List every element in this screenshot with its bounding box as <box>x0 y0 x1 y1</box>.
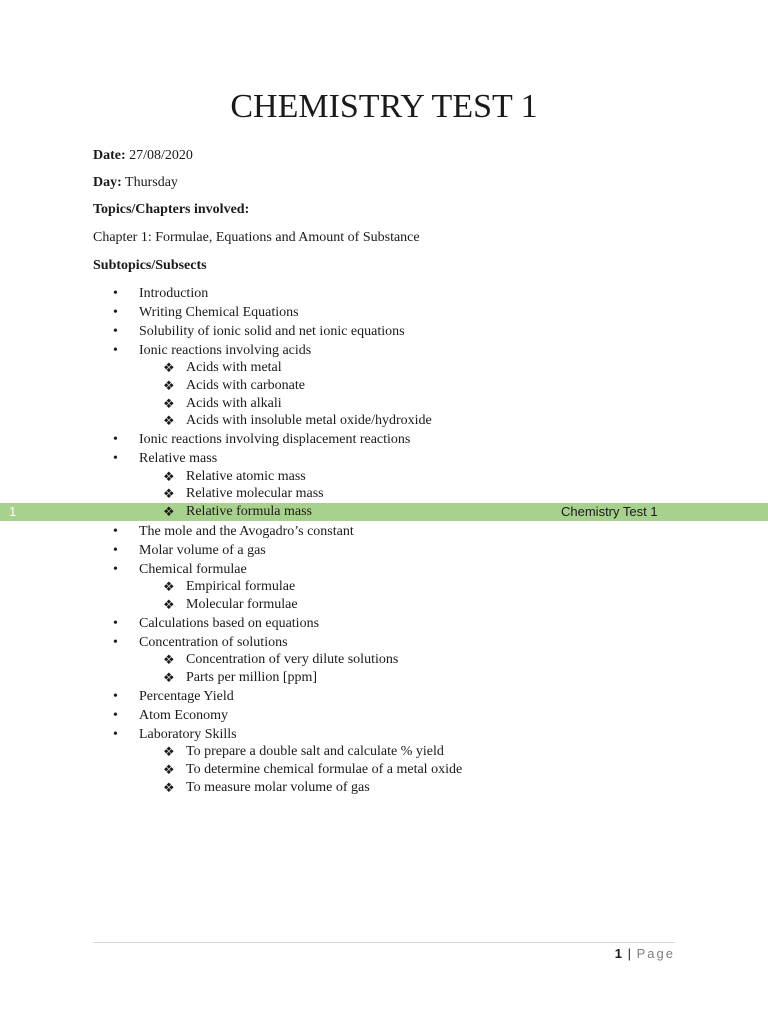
sub-list-item: ❖ Relative formula mass <box>163 504 312 519</box>
list-item: • The mole and the Avogadro’s constant <box>113 524 354 539</box>
diamond-bullet-icon: ❖ <box>163 413 175 428</box>
bullet-icon: • <box>113 562 118 577</box>
list-item: • Laboratory Skills <box>113 727 237 742</box>
list-item: • Ionic reactions involving displacement reactions <box>113 432 411 447</box>
list-item: • Concentration of solutions <box>113 635 288 650</box>
sub-list-item: ❖ To determine chemical formulae of a metal oxide <box>163 762 463 777</box>
footer-page-number: 1 <box>614 946 622 961</box>
bullet-icon: • <box>113 689 118 704</box>
band-page-number: 1 <box>9 504 17 519</box>
bullet-icon: • <box>113 727 118 742</box>
list-item: • Ionic reactions involving acids <box>113 343 312 358</box>
date-value: 27/08/2020 <box>129 148 193 163</box>
sub-list-item: ❖ Relative atomic mass <box>163 469 306 484</box>
bullet-icon: • <box>113 524 118 539</box>
date-line <box>93 147 193 165</box>
sub-list-item: ❖ Acids with metal <box>163 360 282 375</box>
document-title: CHEMISTRY TEST 1 <box>230 88 538 125</box>
date-label: Date: <box>93 148 126 163</box>
sub-list-item: ❖ Empirical formulae <box>163 579 296 594</box>
sub-list-item: ❖ To prepare a double salt and calculate % yield <box>163 744 444 759</box>
page-footer <box>615 946 675 962</box>
diamond-bullet-icon: ❖ <box>163 486 175 501</box>
bullet-icon: • <box>113 305 118 320</box>
diamond-bullet-icon: ❖ <box>163 597 175 612</box>
diamond-bullet-icon: ❖ <box>163 670 175 685</box>
diamond-bullet-icon: ❖ <box>163 579 175 594</box>
diamond-bullet-icon: ❖ <box>163 504 175 519</box>
sub-list-item: ❖ Parts per million [ppm] <box>163 670 318 685</box>
day-value: Thursday <box>125 175 178 190</box>
bullet-icon: • <box>113 286 118 301</box>
day-label: Day: <box>93 175 122 190</box>
bullet-icon: • <box>113 635 118 650</box>
bullet-icon: • <box>113 432 118 447</box>
sub-list-item: ❖ To measure molar volume of gas <box>163 780 370 795</box>
chapter-line: Chapter 1: Formulae, Equations and Amount of Substance <box>93 230 420 245</box>
list-item: • Introduction <box>113 286 209 301</box>
list-item: • Percentage Yield <box>113 689 234 704</box>
list-item: • Writing Chemical Equations <box>113 305 299 320</box>
bullet-icon: • <box>113 708 118 723</box>
footer-divider <box>93 942 675 943</box>
band-document-title: Chemistry Test 1 <box>561 504 658 519</box>
day-line <box>93 174 178 192</box>
sub-list-item: ❖ Molecular formulae <box>163 597 298 612</box>
list-item: • Molar volume of a gas <box>113 543 266 558</box>
bullet-icon: • <box>113 343 118 358</box>
diamond-bullet-icon: ❖ <box>163 396 175 411</box>
subtopics-heading: Subtopics/Subsects <box>93 258 207 273</box>
bullet-icon: • <box>113 451 118 466</box>
bullet-icon: • <box>113 543 118 558</box>
footer-separator: | <box>627 946 631 961</box>
list-item: • Atom Economy <box>113 708 229 723</box>
list-item: • Relative mass <box>113 451 218 466</box>
diamond-bullet-icon: ❖ <box>163 744 175 759</box>
bullet-icon: • <box>113 616 118 631</box>
topics-heading: Topics/Chapters involved: <box>93 202 250 217</box>
bullet-icon: • <box>113 324 118 339</box>
diamond-bullet-icon: ❖ <box>163 469 175 484</box>
footer-page-label: Page <box>636 946 675 961</box>
diamond-bullet-icon: ❖ <box>163 762 175 777</box>
list-item: • Solubility of ionic solid and net ionic equations <box>113 324 405 339</box>
sub-list-item: ❖ Acids with alkali <box>163 396 282 411</box>
diamond-bullet-icon: ❖ <box>163 652 175 667</box>
diamond-bullet-icon: ❖ <box>163 780 175 795</box>
sub-list-item: ❖ Acids with carbonate <box>163 378 305 393</box>
sub-list-item: ❖ Concentration of very dilute solutions <box>163 652 399 667</box>
list-item: • Chemical formulae <box>113 562 247 577</box>
diamond-bullet-icon: ❖ <box>163 378 175 393</box>
list-item: • Calculations based on equations <box>113 616 320 631</box>
sub-list-item: ❖ Relative molecular mass <box>163 486 324 501</box>
diamond-bullet-icon: ❖ <box>163 360 175 375</box>
sub-list-item: ❖ Acids with insoluble metal oxide/hydroxide <box>163 413 432 428</box>
